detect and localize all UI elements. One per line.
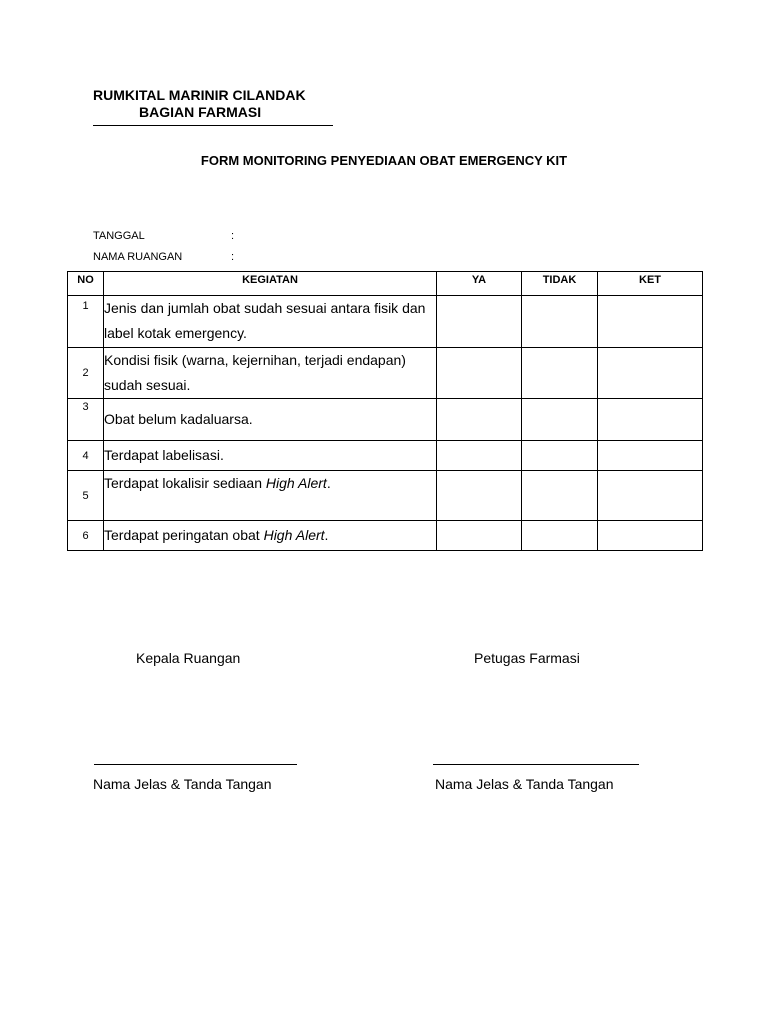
row-number: 5 [68,471,104,521]
checkbox-yes[interactable] [437,296,522,348]
row-activity [104,296,437,348]
table-row [68,296,703,348]
monitoring-table [67,271,703,551]
header-notes: KET [598,272,703,296]
table-row [68,471,703,521]
activity-text: Obat belum kadaluarsa. [104,411,253,427]
signature-line-left[interactable] [94,764,297,765]
activity-suffix: . [326,475,331,491]
table-row [68,441,703,471]
form-title: FORM MONITORING PENYEDIAAN OBAT EMERGENCY KIT [200,153,568,168]
notes-cell[interactable] [598,471,703,521]
checkbox-no[interactable] [522,441,598,471]
table-row [68,348,703,399]
room-name-label: NAMA RUANGAN [93,251,183,263]
checkbox-yes[interactable] [437,348,522,399]
notes-cell[interactable] [598,441,703,471]
notes-cell[interactable] [598,521,703,551]
date-label: TANGGAL [93,230,145,242]
department-name: BAGIAN FARMASI [139,104,262,120]
header-no-answer: TIDAK [522,272,598,296]
activity-text: Jenis dan jumlah obat sudah sesuai antara fisik dan label kotak emergency. [104,300,426,341]
signature-caption-left: Nama Jelas & Tanda Tangan [93,776,272,792]
checkbox-no[interactable] [522,348,598,399]
row-number: 3 [68,399,104,441]
checkbox-yes[interactable] [437,399,522,441]
activity-text: Terdapat lokalisir sediaan [104,475,266,491]
signature-role-right: Petugas Farmasi [474,650,580,666]
signature-caption-right: Nama Jelas & Tanda Tangan [435,776,614,792]
checkbox-yes[interactable] [437,471,522,521]
header-activity: KEGIATAN [104,272,437,296]
row-activity [104,521,437,551]
row-number: 4 [68,441,104,471]
organization-name: RUMKITAL MARINIR CILANDAK [93,87,306,103]
activity-text: Terdapat peringatan obat [104,527,264,543]
checkbox-yes[interactable] [437,441,522,471]
notes-cell[interactable] [598,296,703,348]
signature-line-right[interactable] [433,764,639,765]
signature-role-left: Kepala Ruangan [136,650,241,666]
table-header-row [68,272,703,296]
checkbox-yes[interactable] [437,521,522,551]
activity-italic-text: High Alert [265,475,327,491]
notes-cell[interactable] [598,348,703,399]
table-row [68,399,703,441]
activity-italic-text: High Alert [263,527,325,543]
row-activity [104,471,437,521]
checkbox-no[interactable] [522,521,598,551]
activity-text: Kondisi fisik (warna, kejernihan, terjadi endapan) sudah sesuai. [104,352,406,393]
header-no: NO [68,272,104,296]
row-number: 6 [68,521,104,551]
activity-text: Terdapat labelisasi. [104,447,224,463]
row-number: 1 [68,296,104,348]
header-underline [93,125,333,126]
checkbox-no[interactable] [522,296,598,348]
row-number: 2 [68,348,104,399]
row-activity [104,348,437,399]
checkbox-no[interactable] [522,399,598,441]
date-colon: : [231,230,235,242]
row-activity [104,399,437,441]
checkbox-no[interactable] [522,471,598,521]
row-activity [104,441,437,471]
notes-cell[interactable] [598,399,703,441]
header-yes: YA [437,272,522,296]
activity-suffix: . [324,527,329,543]
table-row [68,521,703,551]
room-name-colon: : [231,251,235,263]
